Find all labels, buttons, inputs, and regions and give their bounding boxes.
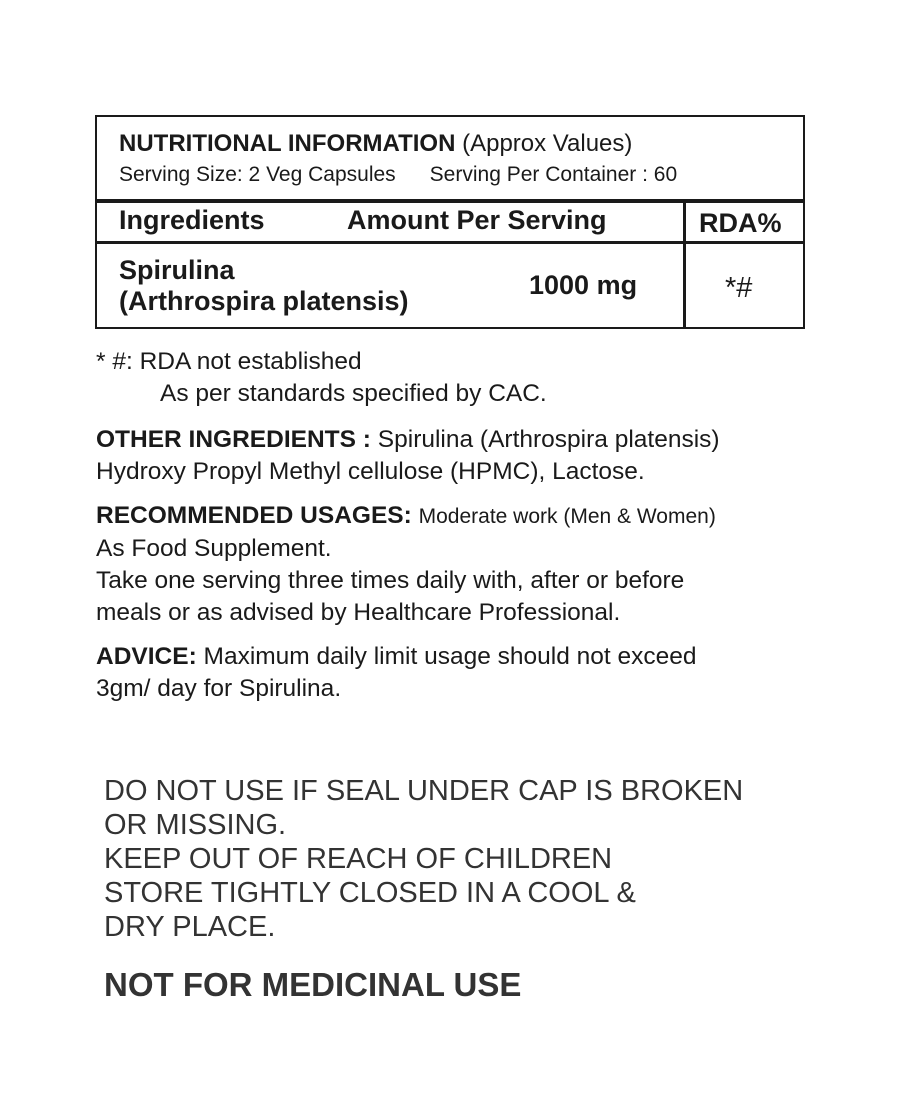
advice-line2: 3gm/ day for Spirulina.	[96, 675, 342, 702]
warning-line: KEEP OUT OF REACH OF CHILDREN	[104, 843, 613, 875]
column-header-divider	[97, 241, 803, 244]
header-divider	[97, 199, 803, 203]
warnings	[104, 774, 743, 944]
rda-note	[96, 346, 547, 410]
panel-title	[119, 130, 632, 158]
other-ingredients-section	[96, 424, 720, 488]
ingredient-name-line2: (Arthrospira platensis)	[119, 286, 409, 316]
column-header-rda: RDA%	[699, 208, 782, 238]
ingredient-name-line1: Spirulina	[119, 255, 235, 285]
usage-line2: As Food Supplement.	[96, 535, 332, 562]
usage-line1: Moderate work (Men & Women)	[418, 505, 716, 528]
rda-column-divider	[683, 201, 686, 329]
usage-line4: meals or as advised by Healthcare Professional.	[96, 599, 621, 626]
nutrition-panel	[95, 115, 805, 329]
advice-heading: ADVICE:	[96, 643, 197, 670]
serving-size: Serving Size: 2 Veg Capsules	[119, 163, 396, 186]
usage-section	[96, 500, 716, 629]
warning-line: STORE TIGHTLY CLOSED IN A COOL &	[104, 877, 636, 909]
other-ingredients-line1: Spirulina (Arthrospira platensis)	[377, 426, 720, 453]
warning-line: DO NOT USE IF SEAL UNDER CAP IS BROKEN	[104, 775, 744, 807]
column-header-amount: Amount Per Serving	[347, 205, 607, 235]
serving-info	[119, 163, 677, 187]
other-ingredients-heading: OTHER INGREDIENTS :	[96, 426, 371, 453]
warning-line: OR MISSING.	[104, 809, 287, 841]
warning-line: DRY PLACE.	[104, 911, 276, 943]
advice-line1: Maximum daily limit usage should not exceed	[203, 643, 697, 670]
not-medicinal-notice: NOT FOR MEDICINAL USE	[104, 966, 522, 1003]
panel-title-suffix: (Approx Values)	[462, 130, 633, 157]
ingredient-rda: *#	[725, 272, 753, 304]
ingredient-name	[119, 255, 409, 317]
rda-note-line2: As per standards specified by CAC.	[160, 380, 547, 407]
rda-note-line1: * #: RDA not established	[96, 348, 362, 375]
ingredient-amount: 1000 mg	[529, 270, 638, 300]
advice-section	[96, 641, 697, 705]
other-ingredients-line2: Hydroxy Propyl Methyl cellulose (HPMC), Lactose.	[96, 458, 645, 485]
panel-title-main: NUTRITIONAL INFORMATION	[119, 130, 456, 157]
column-header-ingredients: Ingredients	[119, 205, 265, 235]
usage-heading: RECOMMENDED USAGES:	[96, 502, 412, 529]
usage-line3: Take one serving three times daily with, after or before	[96, 567, 685, 594]
servings-per-container: Serving Per Container : 60	[429, 163, 678, 186]
